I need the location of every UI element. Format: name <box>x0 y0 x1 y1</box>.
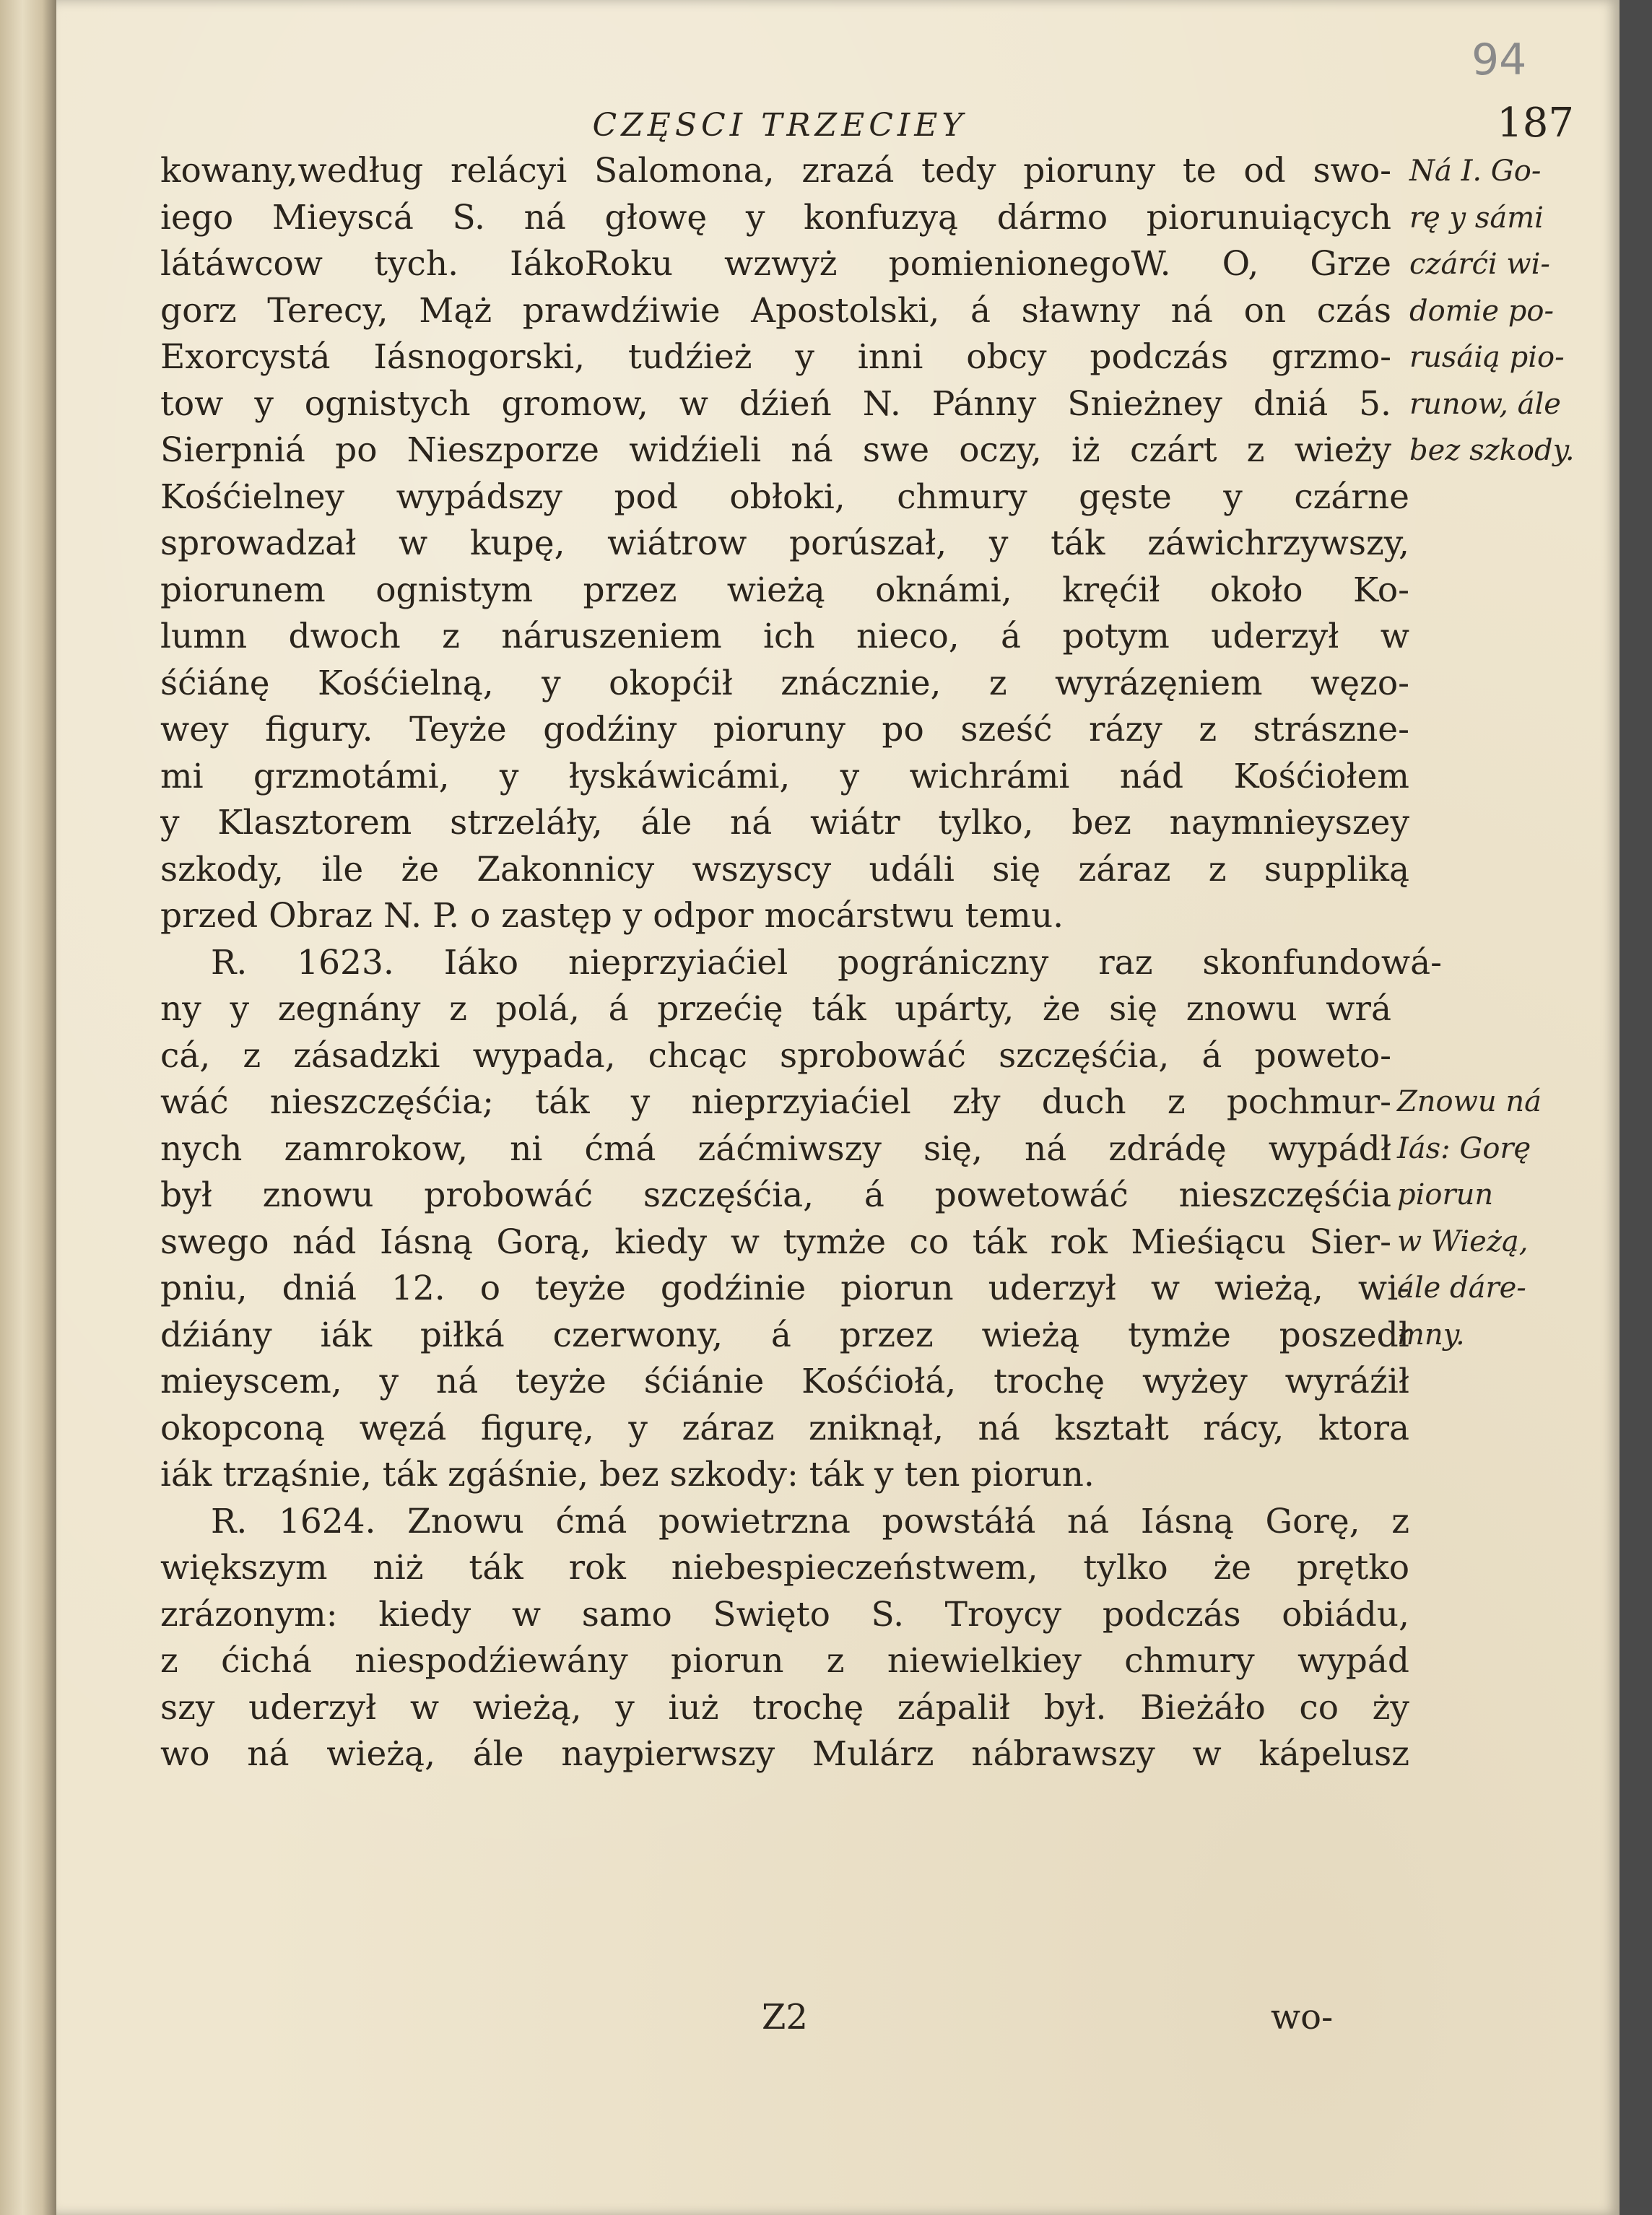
margin-note-line: bez szkody. <box>1409 434 1575 467</box>
text-line: nych zamrokow, ni ćmá záćmiwszy się, ná zdrádę wypádł <box>160 1128 1391 1169</box>
text-line: mi grzmotámi, y łyskáwicámi, y wichrámi nád Kośćiołem <box>160 756 1409 796</box>
text-line: sprowadzał w kupę, wiátrow porúszał, y ták záwichrzywszy, <box>160 523 1409 563</box>
pencil-page-number: 94 <box>1471 35 1527 85</box>
text-line: y Klasztorem strzeláły, ále ná wiátr tylko, bez naymnieyszey <box>160 803 1409 843</box>
text-line: okopconą węzá figurę, y záraz zniknął, ná kształt rácy, ktora <box>160 1408 1409 1448</box>
text-line: tow y ognistych gromow, w dźień N. Pánny Snieżney dniá 5. <box>160 383 1391 424</box>
page-fore-edge-shadow <box>1620 0 1652 2215</box>
margin-note-line: Ná I. Go- <box>1409 155 1542 188</box>
text-line: cá, z zásadzki wypada, chcąc sprobowáć szczęśćia, á poweto- <box>160 1035 1391 1076</box>
running-head: CZĘSCI TRZECIEY <box>592 107 968 144</box>
text-line: Sierpniá po Nieszporze widźieli ná swe oczy, iż czárt z wieży <box>160 430 1391 470</box>
margin-note-top <box>1409 148 1575 474</box>
text-line: zrázonym: kiedy w samo Swięto S. Troycy podczás obiádu, <box>160 1594 1409 1635</box>
margin-note-line: Iás: Gorę <box>1397 1131 1531 1165</box>
text-line: iák trząśnie, ták zgáśnie, bez szkody: ták y ten piorun. <box>160 1455 1095 1494</box>
catchword: wo- <box>1271 1997 1334 2037</box>
text-line: dźiány iák piłká czerwony, á przez wieżą tymże poszedł <box>160 1315 1409 1355</box>
text-line: R. 1624. Znowu ćmá powietrzna powstáłá ná Iásną Gorę, z <box>211 1501 1409 1541</box>
text-line: wáć nieszczęśćia; ták y nieprzyiaćiel zły duch z pochmur- <box>160 1082 1391 1122</box>
text-line: gorz Terecy, Mąż prawdźiwie Apostolski, á sławny ná on czás <box>160 290 1391 331</box>
text-line: wo ná wieżą, ále naypierwszy Mulárz nábrawszy w kápelusz <box>160 1734 1409 1774</box>
text-line: Exorcystá Iásnogorski, tudźież y inni obcy podczás grzmo- <box>160 337 1391 377</box>
text-line: mieyscem, y ná teyże śćiánie Kośćiołá, trochę wyżey wyráźił <box>160 1362 1409 1401</box>
text-line: przed Obraz N. P. o zastęp y odpor mocárstwu temu. <box>160 896 1064 936</box>
text-line: swego nád Iásną Gorą, kiedy w tymże co ták rok Mieśiącu Sier- <box>160 1222 1391 1262</box>
text-line: iego Mieyscá S. ná głowę y konfuzyą dármo piorunuiących <box>160 197 1391 238</box>
printer-signature-mark: Z2 <box>762 1997 808 2037</box>
margin-note-line: runow, ále <box>1409 387 1561 421</box>
text-line: z ćichá niespodźiewány piorun z niewielkiey chmury wypád <box>160 1641 1409 1681</box>
text-line: śćiánę Kośćielną, y okopćił znácznie, z wyrázęniem węzo- <box>160 663 1409 703</box>
text-line: Kośćielney wypádszy pod obłoki, chmury gęste y czárne <box>160 476 1409 517</box>
margin-note-line: rusáią pio- <box>1409 341 1565 374</box>
text-line: kowany,według relácyi Salomona, zrazá tedy pioruny te od swo- <box>160 151 1391 191</box>
margin-note-line: w Wieżą, <box>1397 1224 1529 1258</box>
text-line: większym niż ták rok niebespieczeństwem, tylko że prętko <box>160 1548 1409 1588</box>
margin-note-line: ále dáre- <box>1397 1271 1526 1305</box>
text-line: był znowu probowáć szczęśćia, á powetowáć nieszczęśćia <box>160 1175 1391 1215</box>
text-line: wey figury. Teyże godźiny pioruny po sześć rázy z strászne- <box>160 710 1409 749</box>
text-line: szkody, ile że Zakonnicy wszyscy událi się záraz z suppliką <box>160 849 1409 889</box>
text-line: pniu, dniá 12. o teyże godźinie piorun uderzył w wieżą, wi- <box>160 1268 1409 1308</box>
text-line: piorunem ognistym przez wieżą oknámi, kręćił około Ko- <box>160 570 1409 610</box>
margin-note-line: piorun <box>1397 1178 1494 1211</box>
text-line: lumn dwoch z náruszeniem ich nieco, á potym uderzył w <box>160 617 1409 656</box>
margin-note-bottom <box>1397 1079 1556 1358</box>
book-gutter <box>0 0 56 2215</box>
margin-note-line: domie po- <box>1409 294 1554 328</box>
margin-note-line: czárći wi- <box>1409 248 1550 281</box>
margin-note-line: Znowu ná <box>1397 1085 1542 1118</box>
text-line: ny y zegnány z polá, á przećię ták upárty, że się znowu wrá <box>160 989 1391 1029</box>
margin-note-line: rę y sámi <box>1409 201 1544 235</box>
text-line: R. 1623. Iáko nieprzyiaćiel pográniczny raz skonfundowá- <box>211 942 1442 983</box>
margin-note-line: mny. <box>1397 1318 1465 1352</box>
page-number: 187 <box>1497 100 1574 147</box>
text-line: szy uderzył w wieżą, y iuż trochę zápalił był. Bieżáło co ży <box>160 1687 1409 1728</box>
text-line: látáwcow tych. IákoRoku wzwyż pomienionegoW. O, Grze <box>160 244 1391 284</box>
